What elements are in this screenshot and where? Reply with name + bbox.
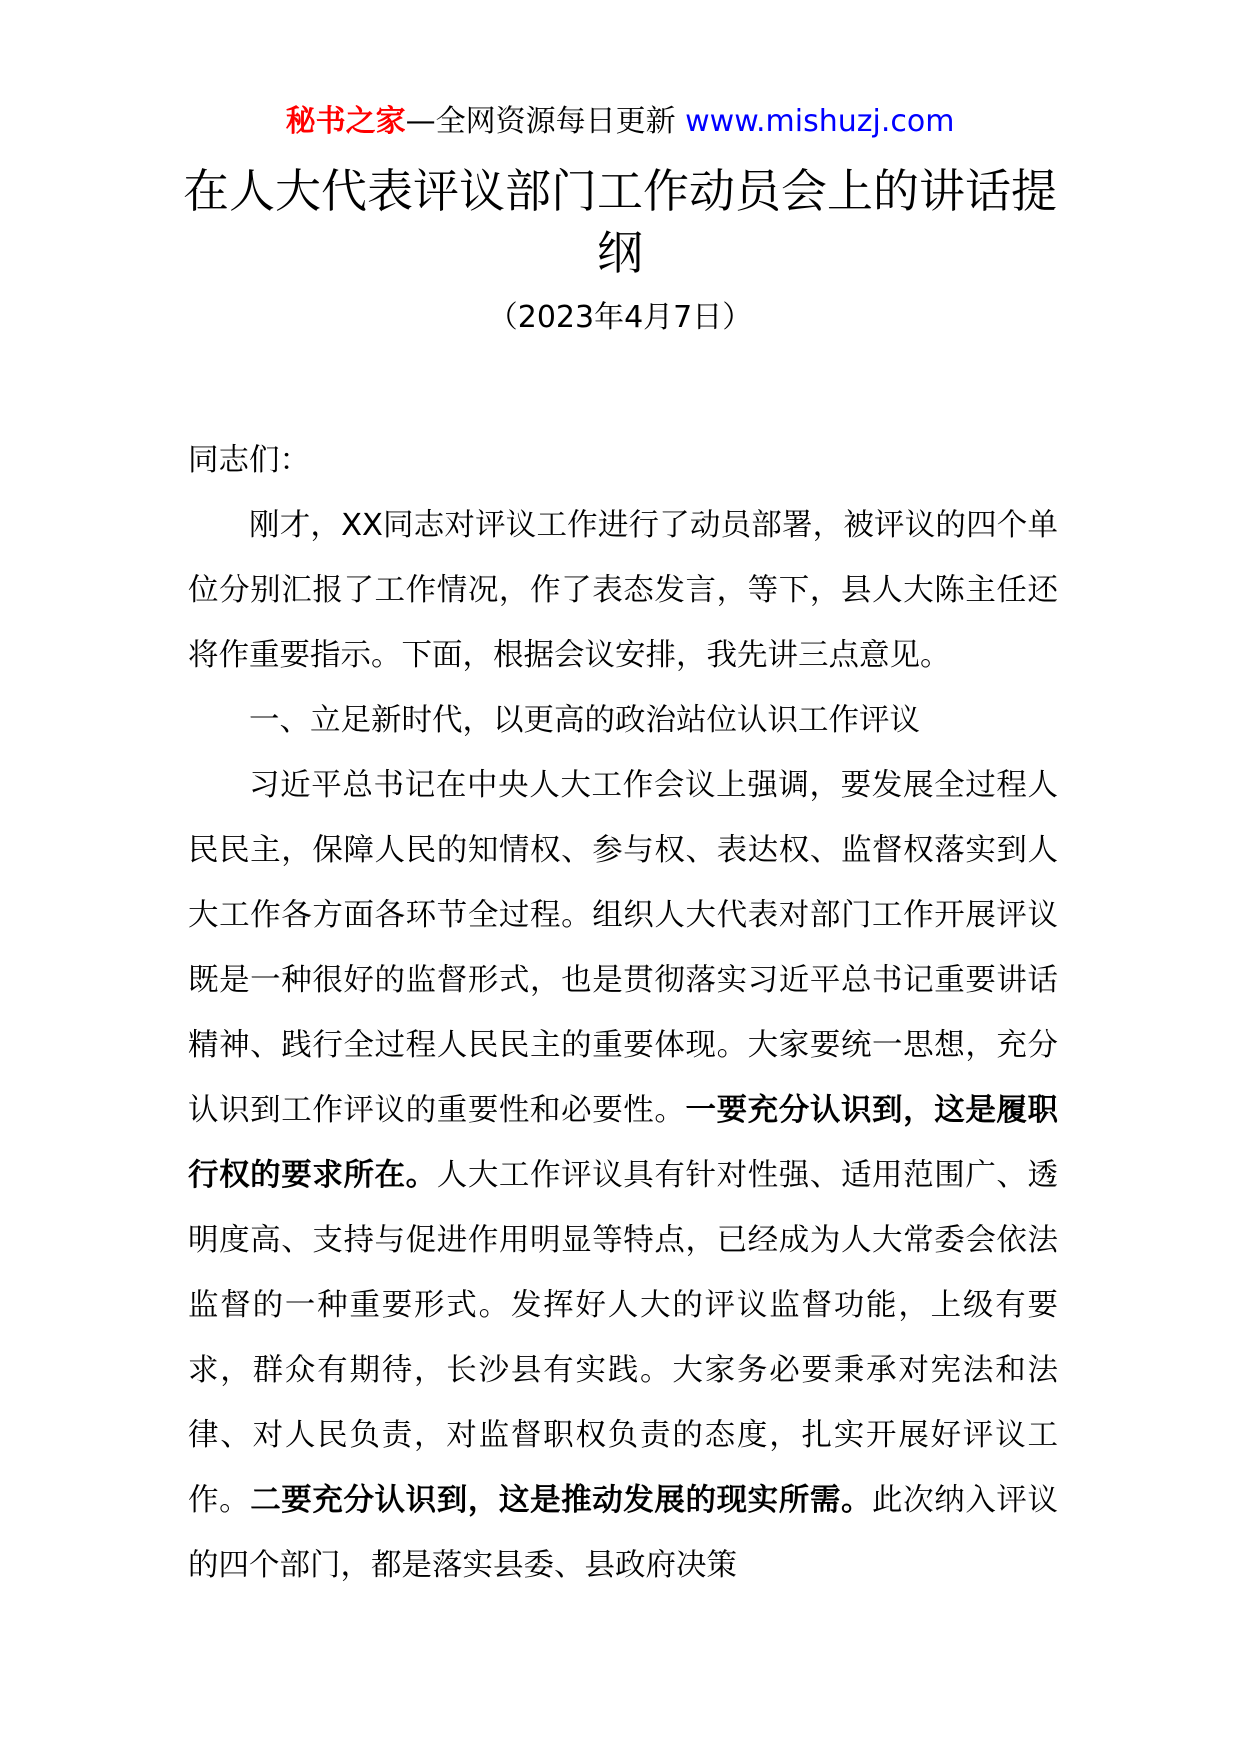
section-heading-1: 一、立足新时代，以更高的政治站位认识工作评议 [249, 703, 920, 738]
document-body [188, 428, 1058, 1598]
paragraph-section-1 [188, 753, 1058, 1598]
salutation: 同志们： [188, 443, 310, 478]
bold-point-2: 二要充分认识到，这是推动发展的现实所需。 [250, 1483, 873, 1518]
brand-name: 秘书之家 [285, 104, 406, 139]
paragraph-text: 人大工作评议具有针对性强、适用范围广、透明度高、支持与促进作用明显等特点，已经成为人大常委会依法监督的一种重要形式。发挥好人大的评议监督功能，上级有要求，群众有期待，长沙县有实践。大家务必要秉承对宪法和法律、对人民负责，对监督职权负责的态度，扎实开展好评议工作。 [188, 1158, 1059, 1518]
paragraph-text: 习近平总书记在中央人大工作会议上强调，要发展全过程人民民主，保障人民的知情权、参与权、表达权、监督权落实到人大工作各方面各环节全过程。组织人大代表对部门工作开展评议既是一种很好的监督形式，也是贯彻落实习近平总书记重要讲话精神、践行全过程人民民主的重要体现。大家要统一思想，充分认识到工作评议的重要性和必要性。 [188, 768, 1058, 1128]
header-tagline: —全网资源每日更新 [405, 104, 686, 139]
document-date: （2023年4月7日） [487, 300, 753, 335]
paragraph-intro: 刚才，XX同志对评议工作进行了动员部署，被评议的四个单位分别汇报了工作情况，作了表态发言，等下，县人大陈主任还将作重要指示。下面，根据会议安排，我先讲三点意见。 [188, 508, 1058, 673]
document-title: 在人大代表评议部门工作动员会上的讲话提纲 [183, 164, 1057, 280]
site-header [0, 100, 1240, 144]
paragraph-text: 此次纳入评议的四个部门，都是落实县委、县政府决策 [188, 1483, 1059, 1583]
bold-point-1: 一要充分认识到，这是履职行权的要求所在。 [188, 1093, 1059, 1193]
site-url-link[interactable]: www.mishuzj.com [685, 104, 955, 139]
